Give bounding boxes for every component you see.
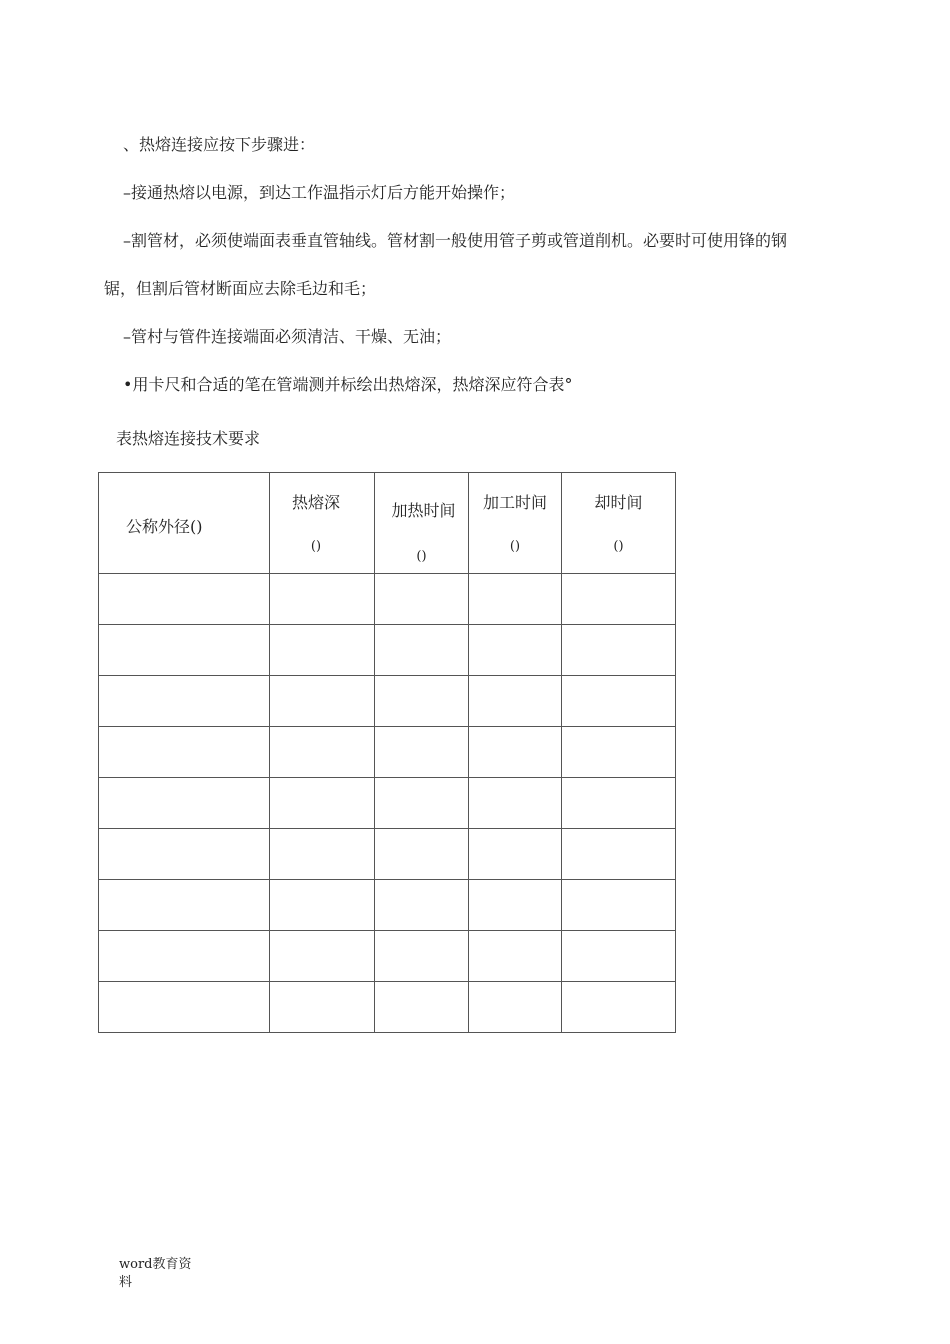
table-cell xyxy=(562,982,676,1033)
table-cell xyxy=(562,625,676,676)
header-processing-time xyxy=(469,473,562,574)
table-row xyxy=(99,625,676,676)
header-label: 加热时间 xyxy=(391,501,456,520)
table-cell xyxy=(99,574,270,625)
header-unit: () xyxy=(310,539,322,554)
table-cell xyxy=(270,625,375,676)
table-cell xyxy=(562,574,676,625)
table-cell xyxy=(375,829,469,880)
table-cell xyxy=(99,676,270,727)
header-label: 公称外径() xyxy=(126,517,203,536)
footer-note xyxy=(119,1256,199,1292)
table-cell xyxy=(270,574,375,625)
table-cell xyxy=(469,625,562,676)
table-cell xyxy=(375,676,469,727)
table-row xyxy=(99,778,676,829)
table-row xyxy=(99,982,676,1033)
table-cell xyxy=(270,880,375,931)
table-header-row xyxy=(99,473,676,574)
table-cell xyxy=(469,931,562,982)
table-row xyxy=(99,931,676,982)
table-cell xyxy=(99,931,270,982)
table-caption: 表热熔连接技术要求 xyxy=(116,429,261,448)
table-cell xyxy=(270,778,375,829)
table-cell xyxy=(270,676,375,727)
table-cell xyxy=(562,727,676,778)
table-cell xyxy=(99,982,270,1033)
table-cell xyxy=(99,625,270,676)
step-mark-depth: •用卡尺和合适的笔在管端测并标绘出热熔深，热熔深应符合表° xyxy=(123,375,573,394)
table-cell xyxy=(469,574,562,625)
table-cell xyxy=(375,931,469,982)
table-cell xyxy=(375,625,469,676)
header-cooling-time xyxy=(562,473,676,574)
table-cell xyxy=(99,778,270,829)
table-cell xyxy=(469,982,562,1033)
header-unit: () xyxy=(509,539,521,554)
table-cell xyxy=(99,829,270,880)
header-unit: () xyxy=(613,539,624,554)
footer-line-2: 料 xyxy=(119,1275,133,1290)
header-nominal-diameter xyxy=(99,473,270,574)
step-power-on: –接通热熔以电源，到达工作温指示灯后方能开始操作； xyxy=(123,183,516,202)
step-cut-pipe: –割管材，必须使端面表垂直管轴线。管材割一般使用管子剪或管道削机。必要时可使用锋的钢 xyxy=(123,231,788,250)
step-clean-ends: –管村与管件连接端面必须清洁、干燥、无油； xyxy=(123,327,452,346)
table-cell xyxy=(469,727,562,778)
table-row xyxy=(99,880,676,931)
table-cell xyxy=(562,931,676,982)
table-cell xyxy=(469,880,562,931)
table-row xyxy=(99,676,676,727)
table-cell xyxy=(469,676,562,727)
table-cell xyxy=(562,778,676,829)
table-cell xyxy=(562,880,676,931)
table-cell xyxy=(469,778,562,829)
table-row xyxy=(99,727,676,778)
table-row xyxy=(99,829,676,880)
table-cell xyxy=(270,931,375,982)
table-cell xyxy=(270,829,375,880)
step-cut-pipe-cont: 锯，但割后管材断面应去除毛边和毛； xyxy=(104,279,377,298)
table-cell xyxy=(562,829,676,880)
step-intro: 、热熔连接应按下步骤进： xyxy=(123,135,316,154)
header-label: 却时间 xyxy=(594,493,643,512)
footer-line-1: word教育资 xyxy=(119,1257,192,1272)
header-unit: () xyxy=(416,549,427,564)
table-cell xyxy=(375,778,469,829)
table-cell xyxy=(99,727,270,778)
header-label: 加工时间 xyxy=(482,493,547,512)
table-row xyxy=(99,574,676,625)
table-cell xyxy=(562,676,676,727)
fusion-spec-table xyxy=(98,472,676,1033)
table-cell xyxy=(375,880,469,931)
header-heating-time xyxy=(375,473,469,574)
table-cell xyxy=(270,727,375,778)
table-cell xyxy=(270,982,375,1033)
table-cell xyxy=(375,727,469,778)
table-cell xyxy=(375,982,469,1033)
header-fusion-depth xyxy=(270,473,375,574)
table-cell xyxy=(469,829,562,880)
table-cell xyxy=(99,880,270,931)
header-label: 热熔深 xyxy=(291,493,340,512)
table-cell xyxy=(375,574,469,625)
